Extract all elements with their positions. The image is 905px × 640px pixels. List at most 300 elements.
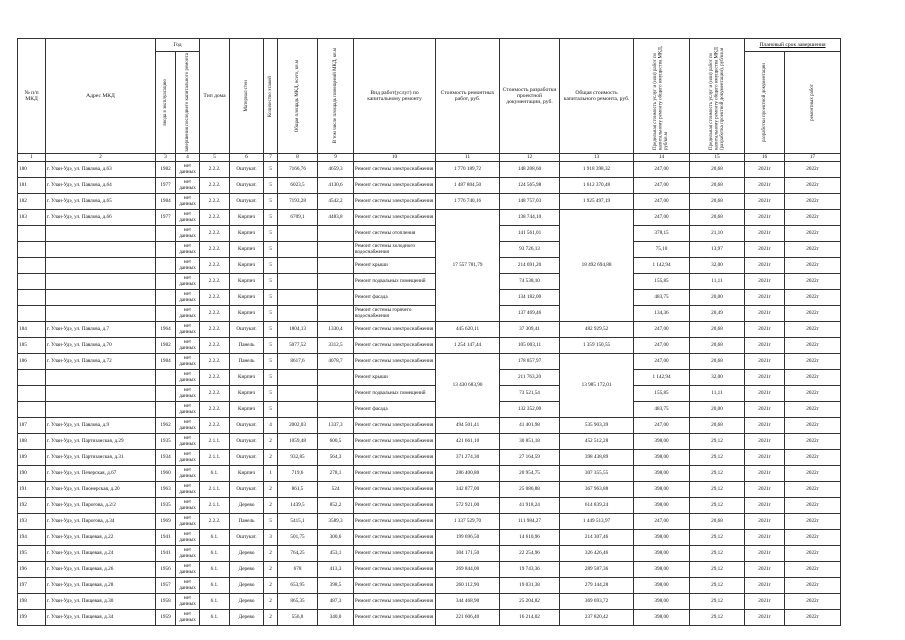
row-wall-material: Кирпич [230,258,264,274]
row-plan-work: 2022г [785,562,841,578]
row-area-living: 524 [318,482,354,498]
row-plan-design: 2021г [745,402,785,418]
row-house-type: 2.2.2. [200,322,230,338]
table-row [18,562,841,578]
row-number [18,258,46,274]
row-area-living: 4078,7 [318,354,354,370]
row-area-living: 600,5 [318,434,354,450]
row-plan-design: 2021г [745,466,785,482]
row-address: г. Улан-Удэ, ул. Пищевая, д.30 [46,594,156,610]
row-number: 195 [18,546,46,562]
row-number [18,386,46,402]
column-number: 17 [785,154,841,162]
row-price-limit-design: 20,68 [690,162,745,178]
row-area-living: 3312,5 [318,338,354,354]
row-price-limit: 398,00 [634,546,690,562]
row-plan-design: 2021г [745,290,785,306]
row-price-limit-design: 20,68 [690,354,745,370]
row-work-type: Ремонт системы электроснабжения [354,322,436,338]
row-number: 185 [18,338,46,354]
row-cost-total: 18 492 694,88 [560,210,634,322]
row-floors: 5 [264,514,278,530]
row-wall-material: Оштукат. [230,178,264,194]
row-year-built: 1956 [156,562,176,578]
row-cost-design: 211 763,20 [500,370,560,386]
row-cost-repair: 286 400,80 [436,466,500,482]
row-plan-design: 2021г [745,242,785,258]
row-floors: 1 [264,466,278,482]
row-cost-total: 214 307,46 [560,530,634,546]
row-plan-work: 2022г [785,466,841,482]
row-cost-total: 614 839,24 [560,498,634,514]
row-cost-repair: 344 468,90 [436,594,500,610]
row-cost-design: 27 164,59 [500,450,560,466]
row-work-type: Ремонт системы электроснабжения [354,162,436,178]
header-year-group: Год [156,39,200,52]
row-plan-work: 2022г [785,482,841,498]
row-cost-design: 124 565,98 [500,178,560,194]
row-floors: 2 [264,562,278,578]
row-wall-material: Кирпич [230,210,264,226]
row-work-type: Ремонт системы электроснабжения [354,578,436,594]
row-year-repair: нет данных [176,562,200,578]
row-work-type: Ремонт системы электроснабжения [354,354,436,370]
header-plan-work: ремонтных работ [809,84,815,121]
row-wall-material: Кирпич [230,226,264,242]
row-plan-work: 2022г [785,162,841,178]
row-address: г. Улан-Удэ, ул. Павлова, д.66 [46,210,156,226]
column-numbers-row [18,154,841,162]
row-area-total [278,242,318,258]
row-year-repair: нет данных [176,498,200,514]
row-area-total: 2002,03 [278,418,318,434]
row-floors: 5 [264,338,278,354]
table-row [18,178,841,194]
table-row [18,482,841,498]
table-row [18,210,841,226]
repair-program-document [17,38,840,626]
row-floors: 2 [264,450,278,466]
row-year-built: 1935 [156,498,176,514]
row-cost-design: 214 691,20 [500,258,560,274]
row-plan-work: 2022г [785,258,841,274]
table-row [18,402,841,418]
row-area-total [278,370,318,386]
row-cost-total: 452 512,28 [560,434,634,450]
row-floors: 5 [264,274,278,290]
column-number: 3 [156,154,176,162]
row-year-built [156,274,176,290]
header-num: № п/п МКД [18,39,46,154]
row-year-repair: нет данных [176,242,200,258]
row-cost-repair: 572 921,00 [436,498,500,514]
header-area-living: В том числе площадь помещений МКД, кв.м [332,48,338,144]
row-address: г. Улан-Удэ, ул. Пищевая, д.24 [46,546,156,562]
row-year-built: 1962 [156,418,176,434]
row-year-repair: нет данных [176,434,200,450]
row-year-repair: нет данных [176,194,200,210]
row-wall-material: Оштукат. [230,530,264,546]
row-floors: 5 [264,242,278,258]
row-price-limit: 247,00 [634,418,690,434]
row-area-total [278,274,318,290]
row-area-total: 653,95 [278,578,318,594]
row-plan-work: 2022г [785,210,841,226]
column-number: 4 [176,154,200,162]
column-number: 10 [354,154,436,162]
row-house-type: 2.2.2. [200,354,230,370]
row-price-limit-design: 13,97 [690,242,745,258]
row-plan-work: 2022г [785,290,841,306]
row-plan-work: 2022г [785,546,841,562]
row-plan-work: 2022г [785,386,841,402]
row-plan-work: 2022г [785,370,841,386]
row-year-built: 1977 [156,178,176,194]
row-area-total: 861,5 [278,482,318,498]
row-plan-design: 2021г [745,274,785,290]
row-floors: 5 [264,210,278,226]
row-work-type: Ремонт системы электроснабжения [354,514,436,530]
table-row [18,386,841,402]
row-year-built: 1958 [156,594,176,610]
row-plan-design: 2021г [745,306,785,322]
row-house-type: 2.2.2. [200,258,230,274]
row-wall-material: Дерево [230,546,264,562]
row-wall-material: Дерево [230,594,264,610]
row-year-built: 1977 [156,210,176,226]
row-area-living [318,370,354,386]
row-number [18,274,46,290]
row-year-repair: нет данных [176,450,200,466]
row-work-type: Ремонт системы электроснабжения [354,482,436,498]
row-year-built: 1960 [156,466,176,482]
row-number: 199 [18,610,46,626]
row-address [46,370,156,386]
row-number: 181 [18,178,46,194]
row-area-total: 932,85 [278,450,318,466]
row-price-limit-design: 20,00 [690,290,745,306]
row-cost-total: 482 929,52 [560,322,634,338]
row-price-limit-design: 11,11 [690,274,745,290]
row-cost-total: 237 820,42 [560,610,634,626]
row-cost-total: 279 144,28 [560,578,634,594]
row-price-limit-design: 20,68 [690,210,745,226]
row-wall-material: Оштукат. [230,450,264,466]
row-house-type: 6.1. [200,610,230,626]
row-address [46,274,156,290]
header-cost-total: Общая стоимость капитального ремонта, руб. [560,39,634,154]
row-price-limit-design: 21,10 [690,226,745,242]
row-year-built: 1964 [156,322,176,338]
row-wall-material: Панель [230,354,264,370]
row-work-type: Ремонт системы электроснабжения [354,210,436,226]
row-price-limit: 247,00 [634,338,690,354]
row-number [18,370,46,386]
row-floors: 2 [264,610,278,626]
row-house-type: 2.2.2. [200,290,230,306]
row-cost-design: 73 521,54 [500,386,560,402]
header-work-type: Вид работ(услуг) по капитальному ремонту [354,39,436,154]
row-cost-design: 141 561,01 [500,226,560,242]
row-cost-repair: 445 620,11 [436,322,500,338]
row-address: г. Улан-Удэ, ул. Печерская, д.67 [46,466,156,482]
row-area-living: 1330,4 [318,322,354,338]
table-row [18,322,841,338]
row-work-type: Ремонт крыши [354,370,436,386]
table-row [18,306,841,322]
row-plan-design: 2021г [745,514,785,530]
row-price-limit-design: 29,12 [690,530,745,546]
row-wall-material: Кирпич [230,242,264,258]
row-area-living [318,386,354,402]
row-wall-material: Панель [230,338,264,354]
row-plan-design: 2021г [745,370,785,386]
row-price-limit: 398,00 [634,434,690,450]
row-area-total: 7193,28 [278,194,318,210]
row-wall-material: Оштукат. [230,434,264,450]
row-price-limit: 75,10 [634,242,690,258]
row-cost-total: 1 359 150,55 [560,338,634,354]
row-cost-repair: 1 254 147,44 [436,338,500,354]
row-cost-total: 398 438,89 [560,450,634,466]
row-plan-work: 2022г [785,322,841,338]
row-cost-total: 1 925 497,19 [560,194,634,210]
row-wall-material: Дерево [230,610,264,626]
row-year-repair: нет данных [176,514,200,530]
row-price-limit-design: 20,49 [690,306,745,322]
row-house-type: 2.2.2. [200,226,230,242]
row-cost-design: 16 214,02 [500,610,560,626]
row-year-repair: нет данных [176,306,200,322]
row-house-type: 6.1. [200,546,230,562]
row-price-limit: 398,00 [634,482,690,498]
row-work-type: Ремонт крыши [354,258,436,274]
table-row [18,514,841,530]
row-price-limit: 378,15 [634,226,690,242]
row-cost-design: 37 309,41 [500,322,560,338]
row-area-living: 300,6 [318,530,354,546]
row-price-limit-design: 20,68 [690,194,745,210]
row-cost-design: 25 204,82 [500,594,560,610]
row-area-total: 6023,5 [278,178,318,194]
row-price-limit-design: 32,00 [690,370,745,386]
row-year-built [156,370,176,386]
row-area-living: 564,3 [318,450,354,466]
row-wall-material: Кирпич [230,290,264,306]
row-cost-design: 20 954,75 [500,466,560,482]
row-price-limit-design: 20,68 [690,322,745,338]
row-year-repair: нет данных [176,610,200,626]
row-cost-design: 138 744,10 [500,210,560,226]
row-year-built: 1959 [156,610,176,626]
table-row [18,258,841,274]
row-number: 198 [18,594,46,610]
row-cost-design: 41 918,24 [500,498,560,514]
header-price-limit: Предельная стоимость услуг и (или) работ по капитальному ремонту общего имущества МКД, руб/кв.м [653,46,670,150]
row-area-living: 4659,3 [318,162,354,178]
row-cost-design: 25 086,88 [500,482,560,498]
row-area-living: 4130,6 [318,178,354,194]
row-area-total: 1439,5 [278,498,318,514]
row-floors: 5 [264,178,278,194]
row-cost-design: 30 851,18 [500,434,560,450]
row-plan-design: 2021г [745,354,785,370]
header-price-limit-design: Предельная стоимость услуг и (или) работ по капитальному ремонту общего имущества МКД (разработка проектной документации), руб/кв.м [708,47,725,150]
row-cost-design: 19 031,38 [500,578,560,594]
row-year-built [156,306,176,322]
row-year-built: 1941 [156,530,176,546]
row-work-type: Ремонт системы электроснабжения [354,338,436,354]
row-plan-design: 2021г [745,450,785,466]
row-floors: 2 [264,434,278,450]
row-number [18,242,46,258]
row-area-total [278,290,318,306]
row-address: г. Улан-Удэ, ул. Партизанская, д.31 [46,450,156,466]
row-price-limit-design: 29,12 [690,498,745,514]
row-year-built [156,290,176,306]
row-cost-total: 307 355,55 [560,466,634,482]
row-price-limit-design: 11,11 [690,386,745,402]
row-price-limit-design: 29,12 [690,482,745,498]
row-house-type: 2.2.2. [200,402,230,418]
row-work-type: Ремонт системы электроснабжения [354,610,436,626]
row-price-limit-design: 29,12 [690,466,745,482]
header-cost-repair: Стоимость ремонтных работ, руб. [436,39,500,154]
row-cost-total: 1 918 398,32 [560,162,634,178]
row-year-built: 1941 [156,546,176,562]
row-cost-repair: 421 661,10 [436,434,500,450]
row-price-limit-design: 29,12 [690,434,745,450]
row-area-living [318,290,354,306]
row-house-type: 2.1.1. [200,450,230,466]
column-number: 1 [18,154,46,162]
table-row [18,578,841,594]
row-address [46,226,156,242]
table-row [18,450,841,466]
column-number: 2 [46,154,156,162]
row-address [46,242,156,258]
row-address: г. Улан-Удэ, ул. Пионерская, д.20 [46,482,156,498]
row-cost-total: 367 963,88 [560,482,634,498]
table-row [18,338,841,354]
row-area-living: 453,1 [318,546,354,562]
row-floors: 5 [264,386,278,402]
row-area-living [318,306,354,322]
row-floors: 5 [264,402,278,418]
row-cost-design: 93 726,13 [500,242,560,258]
row-year-built: 1982 [156,162,176,178]
row-cost-design: 148 208,60 [500,162,560,178]
table-row [18,370,841,386]
row-plan-design: 2021г [745,610,785,626]
row-price-limit: 1 142,94 [634,258,690,274]
row-cost-design: 19 743,36 [500,562,560,578]
row-cost-design: 111 984,27 [500,514,560,530]
row-area-total: 865,35 [278,594,318,610]
row-year-repair: нет данных [176,402,200,418]
row-price-limit: 247,00 [634,322,690,338]
column-number: 11 [436,154,500,162]
row-work-type: Ремонт системы горячего водоснабжения [354,306,436,322]
row-year-built: 1934 [156,450,176,466]
row-house-type: 2.2.2. [200,370,230,386]
row-year-repair: нет данных [176,178,200,194]
row-price-limit: 155,85 [634,386,690,402]
table-row [18,418,841,434]
row-area-living: 3589,3 [318,514,354,530]
row-year-built [156,386,176,402]
row-wall-material: Оштукат. [230,162,264,178]
row-year-repair: нет данных [176,258,200,274]
row-plan-work: 2022г [785,594,841,610]
row-year-built: 1984 [156,194,176,210]
row-plan-design: 2021г [745,162,785,178]
row-price-limit: 247,00 [634,178,690,194]
row-price-limit: 483,75 [634,290,690,306]
row-year-built: 1969 [156,514,176,530]
row-address [46,386,156,402]
row-work-type: Ремонт фасада [354,402,436,418]
row-number [18,306,46,322]
row-price-limit: 398,00 [634,466,690,482]
row-area-total: 6709,1 [278,210,318,226]
row-area-total [278,226,318,242]
row-plan-design: 2021г [745,594,785,610]
row-address: г. Улан-Удэ, ул. Павлова, д.9 [46,418,156,434]
row-number: 183 [18,210,46,226]
table-row [18,594,841,610]
row-house-type: 2.2.2. [200,338,230,354]
row-plan-work: 2022г [785,274,841,290]
row-cost-total: 1 449 513,97 [560,514,634,530]
row-area-living: 398,5 [318,578,354,594]
row-area-living [318,242,354,258]
row-plan-design: 2021г [745,194,785,210]
row-number: 180 [18,162,46,178]
row-price-limit: 247,00 [634,210,690,226]
header-plan-group: Плановый срок завершения [745,39,841,52]
row-cost-repair: 17 557 781,79 [436,210,500,322]
row-area-total [278,258,318,274]
row-area-total [278,306,318,322]
row-plan-design: 2021г [745,562,785,578]
row-year-repair: нет данных [176,594,200,610]
column-number: 15 [690,154,745,162]
row-price-limit-design: 29,12 [690,594,745,610]
row-plan-design: 2021г [745,258,785,274]
row-plan-work: 2022г [785,418,841,434]
row-house-type: 2.2.2. [200,178,230,194]
row-price-limit-design: 20,68 [690,514,745,530]
row-work-type: Ремонт системы электроснабжения [354,466,436,482]
row-address [46,258,156,274]
row-wall-material: Панель [230,514,264,530]
row-plan-design: 2021г [745,482,785,498]
row-price-limit-design: 20,68 [690,418,745,434]
row-wall-material: Кирпич [230,466,264,482]
row-work-type: Ремонт системы электроснабжения [354,194,436,210]
row-area-living: 852,2 [318,498,354,514]
row-number: 197 [18,578,46,594]
row-area-total: 1059,48 [278,434,318,450]
row-number: 184 [18,322,46,338]
row-house-type: 2.2.2. [200,210,230,226]
row-house-type: 6.1. [200,594,230,610]
row-year-repair: нет данных [176,162,200,178]
row-house-type: 2.1.1. [200,434,230,450]
row-cost-repair: 260 112,90 [436,578,500,594]
row-number: 191 [18,482,46,498]
